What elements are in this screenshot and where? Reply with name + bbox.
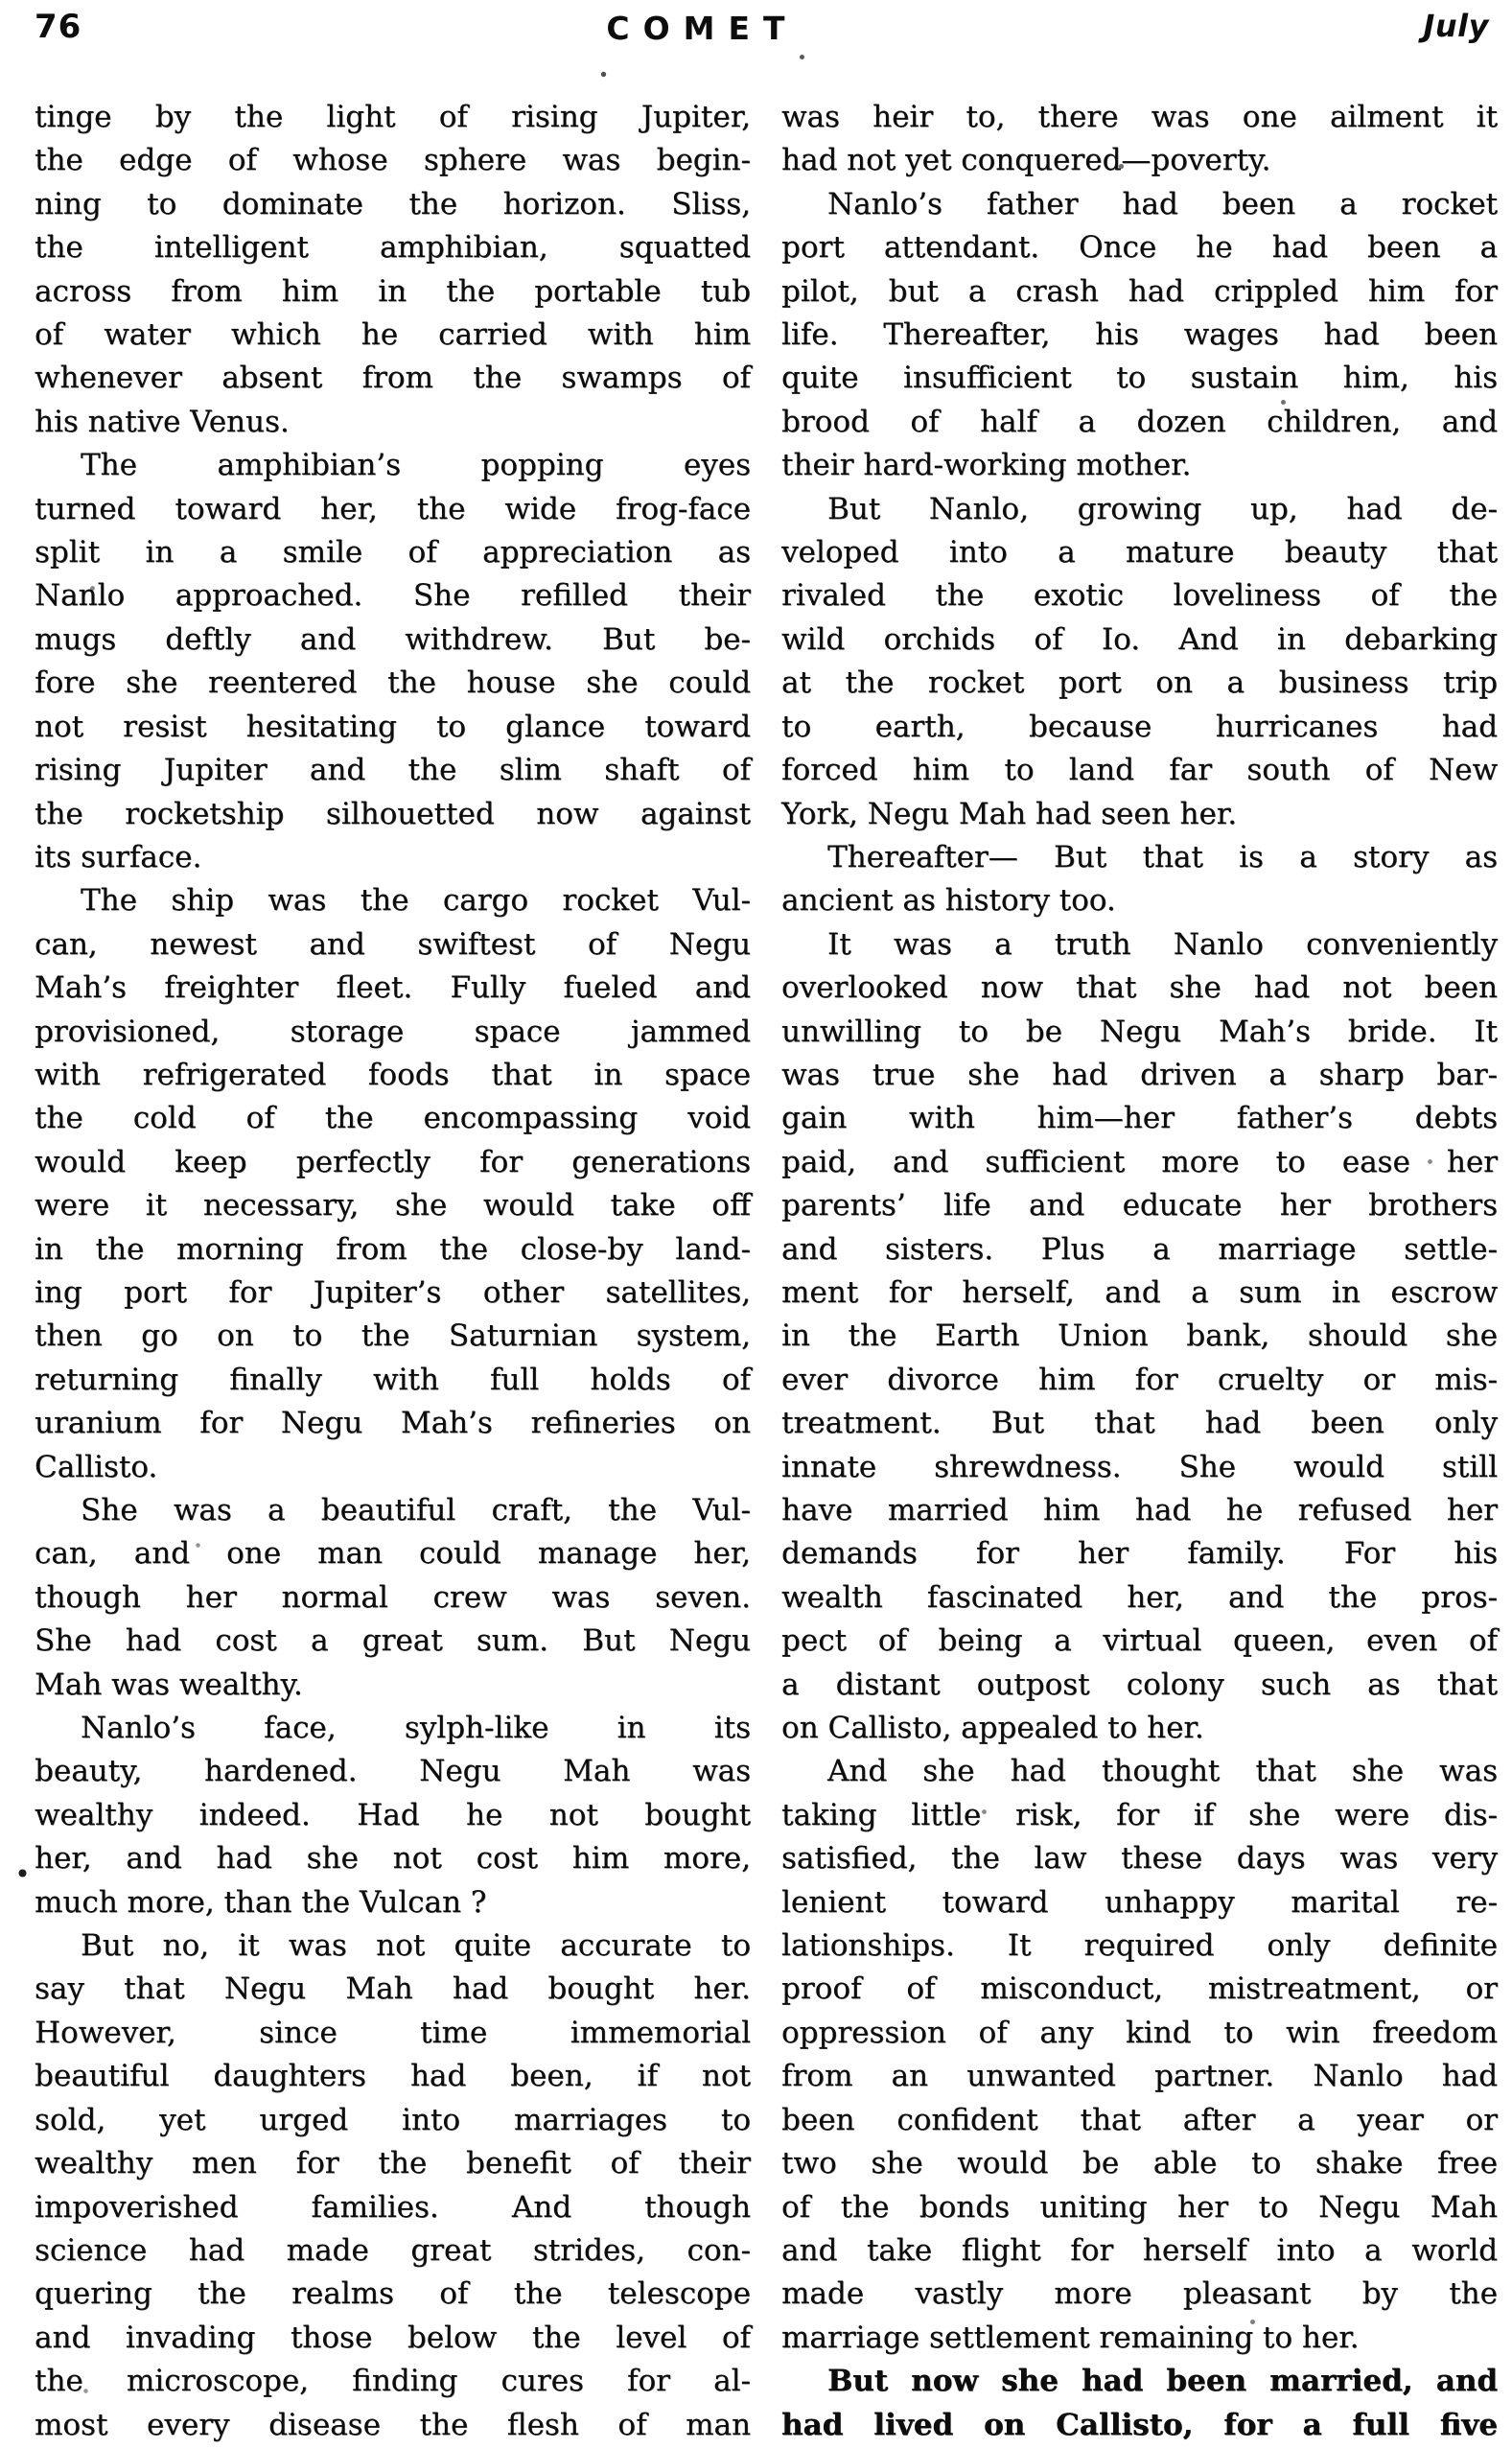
text-line: the edge of whose sphere was begin- (35, 143, 751, 178)
text-line: ancient as history too. (781, 883, 1116, 919)
text-line: rivaled the exotic loveliness of the (781, 578, 1498, 614)
text-line: However, since time immemorial (35, 2015, 751, 2050)
text-line: demands for her family. For his (781, 1536, 1498, 1572)
paragraph (781, 1750, 1498, 2360)
text-line: have married him had he refused her (781, 1493, 1498, 1528)
text-line: Mah’s freighter fleet. Fully fueled and (35, 970, 751, 1006)
text-line: wild orchids of Io. And in debarking (781, 621, 1498, 657)
text-line: port attendant. Once he had been a (781, 230, 1498, 266)
paragraph (35, 1924, 751, 2447)
paragraph (781, 96, 1498, 183)
text-line: uranium for Negu Mah’s refineries on (35, 1406, 751, 1441)
paragraph (35, 879, 751, 1489)
text-line: science had made great strides, con- (35, 2232, 751, 2268)
text-line: his native Venus. (35, 404, 290, 439)
text-line: life. Thereafter, his wages had been (781, 317, 1498, 353)
text-line: She was a beautiful craft, the Vul- (81, 1493, 751, 1528)
text-line: Mah was wealthy. (35, 1667, 303, 1702)
text-line: ning to dominate the horizon. Sliss, (35, 186, 751, 222)
text-line: mugs deftly and withdrew. But be- (35, 621, 751, 657)
text-line: its surface. (35, 839, 202, 875)
text-line: though her normal crew was seven. (35, 1579, 751, 1615)
text-line: Nanlo’s father had been a rocket (827, 186, 1498, 222)
text-line: innate shrewdness. She would still (781, 1449, 1498, 1484)
text-line: taking little risk, for if she were dis- (781, 1797, 1498, 1832)
text-line: wealthy indeed. Had he not bought (35, 1797, 751, 1832)
text-line: on Callisto, appealed to her. (781, 1711, 1204, 1746)
text-line: gain with him—her father’s debts (781, 1101, 1498, 1136)
text-line: impoverished families. And though (35, 2189, 751, 2225)
magazine-title: COMET (606, 10, 799, 47)
text-line: would keep perfectly for generations (35, 1144, 751, 1179)
text-line: beauty, hardened. Negu Mah was (35, 1754, 751, 1789)
text-line: But Nanlo, growing up, had de- (827, 491, 1498, 526)
paragraph (781, 923, 1498, 1751)
text-line: And she had thought that she was (827, 1754, 1498, 1789)
text-line: veloped into a mature beauty that (781, 535, 1498, 571)
text-line: can, newest and swiftest of Negu (35, 926, 751, 962)
text-line: overlooked now that she had not been (781, 970, 1498, 1006)
text-line: turned toward her, the wide frog-face (35, 491, 751, 526)
text-line: sold, yet urged into marriages to (35, 2102, 751, 2137)
issue-month: July (1423, 8, 1489, 44)
text-line: The amphibian’s popping eyes (81, 448, 751, 483)
text-line: her, and had she not cost him more, (35, 1841, 751, 1877)
text-line: beautiful daughters had been, if not (35, 2059, 751, 2094)
text-line: with refrigerated foods that in space (35, 1057, 751, 1092)
text-line: The ship was the cargo rocket Vul- (81, 883, 751, 919)
text-line: of water which he carried with him (35, 317, 751, 353)
text-line: the intelligent amphibian, squatted (35, 230, 751, 266)
text-line: then go on to the Saturnian system, (35, 1318, 751, 1354)
text-line: wealthy men for the benefit of their (35, 2146, 751, 2181)
text-line: marriage settlement remaining to her. (781, 2320, 1360, 2355)
text-line: pilot, but a crash had crippled him for (781, 273, 1498, 309)
paragraph (781, 2360, 1498, 2447)
text-line: split in a smile of appreciation as (35, 535, 751, 571)
text-line: in the morning from the close-by land- (35, 1231, 751, 1267)
text-line: But no, it was not quite accurate to (81, 1928, 751, 1964)
text-line: made vastly more pleasant by the (781, 2276, 1498, 2312)
text-line: provisioned, storage space jammed (35, 1014, 751, 1049)
text-line: fore she reentered the house she could (35, 665, 751, 701)
text-line: returning finally with full holds of (35, 1362, 751, 1397)
text-line: were it necessary, she would take off (35, 1188, 751, 1224)
text-line: York, Negu Mah had seen her. (781, 796, 1238, 831)
text-line: wealth fascinated her, and the pros- (781, 1579, 1498, 1615)
text-line: not resist hesitating to glance toward (35, 709, 751, 744)
paragraph (781, 836, 1498, 923)
text-line: across from him in the portable tub (35, 273, 751, 309)
text-line: the rocketship silhouetted now against (35, 796, 751, 831)
text-line: a distant outpost colony such as that (781, 1667, 1498, 1702)
text-line: the microscope, finding cures for al- (35, 2364, 751, 2399)
paragraph (781, 183, 1498, 488)
text-columns (35, 96, 1498, 2447)
text-line: say that Negu Mah had bought her. (35, 1971, 751, 2007)
text-line: of the bonds uniting her to Negu Mah (781, 2189, 1498, 2225)
text-line: pect of being a virtual queen, even of (781, 1623, 1498, 1659)
paragraph (781, 488, 1498, 836)
text-line: and take flight for herself into a world (781, 2232, 1498, 2268)
text-line: at the rocket port on a business trip (781, 665, 1498, 701)
text-line: to earth, because hurricanes had (781, 709, 1498, 744)
text-line: quite insufficient to sustain him, his (781, 361, 1498, 396)
page-header (35, 6, 1495, 52)
text-line: the cold of the encompassing void (35, 1101, 751, 1136)
text-line: treatment. But that had been only (781, 1406, 1498, 1441)
text-line: much more, than the Vulcan ? (35, 1884, 487, 1920)
page-number: 76 (35, 8, 82, 46)
text-line: can, and one man could manage her, (35, 1536, 751, 1572)
text-line: two she would be able to shake free (781, 2146, 1498, 2181)
left-column (35, 96, 751, 2447)
ink-speckles (0, 0, 3, 3)
text-line: their hard-working mother. (781, 448, 1192, 483)
text-line: ever divorce him for cruelty or mis- (781, 1362, 1498, 1397)
text-line: oppression of any kind to win freedom (781, 2015, 1498, 2050)
right-column (781, 96, 1498, 2447)
text-line: Thereafter— But that is a story as (827, 839, 1498, 875)
text-line: most every disease the flesh of man (35, 2407, 751, 2442)
text-line: ing port for Jupiter’s other satellites, (35, 1274, 751, 1310)
text-line: Nanlo approached. She refilled their (35, 578, 751, 614)
text-line: and invading those below the level of (35, 2320, 751, 2355)
paragraph (35, 1707, 751, 1924)
text-line: whenever absent from the swamps of (35, 361, 751, 396)
text-line: brood of half a dozen children, and (781, 404, 1498, 439)
paragraph (35, 1489, 751, 1707)
paragraph (35, 96, 751, 444)
text-line: proof of misconduct, mistreatment, or (781, 1971, 1498, 2007)
text-line: unwilling to be Negu Mah’s bride. It (781, 1014, 1498, 1049)
text-line: parents’ life and educate her brothers (781, 1188, 1498, 1224)
text-line: had lived on Callisto, for a full five (781, 2407, 1498, 2442)
text-line: lationships. It required only definite (781, 1928, 1498, 1964)
text-line: lenient toward unhappy marital re- (781, 1884, 1498, 1920)
text-line: in the Earth Union bank, should she (781, 1318, 1498, 1354)
text-line: tinge by the light of rising Jupiter, (35, 100, 751, 134)
text-line: It was a truth Nanlo conveniently (827, 926, 1498, 962)
text-line: ment for herself, and a sum in escrow (781, 1274, 1498, 1310)
text-line: had not yet conquered—poverty. (781, 143, 1271, 178)
text-line: forced him to land far south of New (781, 753, 1498, 788)
text-line: from an unwanted partner. Nanlo had (781, 2059, 1498, 2094)
text-line: been confident that after a year or (781, 2102, 1498, 2137)
text-line: was true she had driven a sharp bar- (781, 1057, 1498, 1092)
text-line: rising Jupiter and the slim shaft of (35, 753, 751, 788)
text-line: Callisto. (35, 1449, 158, 1484)
text-line: She had cost a great sum. But Negu (35, 1623, 751, 1659)
text-line: But now she had been married, and (827, 2364, 1498, 2399)
text-line: was heir to, there was one ailment it (781, 100, 1498, 134)
text-line: satisfied, the law these days was very (781, 1841, 1498, 1877)
text-line: quering the realms of the telescope (35, 2276, 751, 2312)
text-line: paid, and sufficient more to ease her (781, 1144, 1498, 1179)
paragraph (35, 444, 751, 879)
text-line: and sisters. Plus a marriage settle- (781, 1231, 1498, 1267)
text-line: Nanlo’s face, sylph-like in its (81, 1711, 751, 1746)
